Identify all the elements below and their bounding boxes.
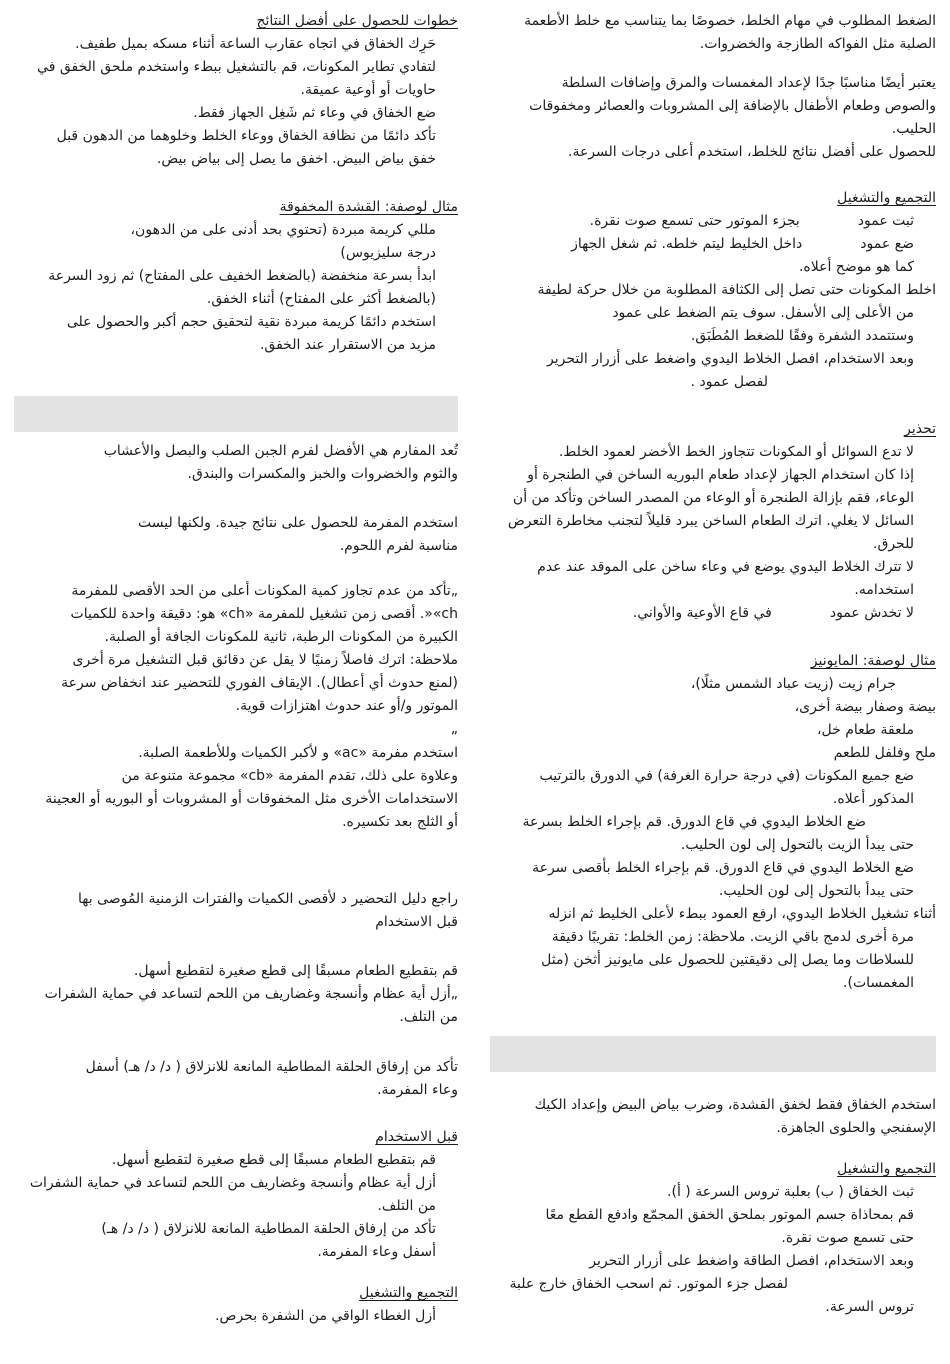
chopper-paragraph-6 <box>14 960 458 1029</box>
text-line: الوعاء، فقم بإزالة الطنجرة أو الوعاء من المصدر الساخن وتأكد من أن <box>512 490 914 506</box>
text-line: استخدم الخفاق فقط لخفق القشدة، وضرب بياض البيض وإعداد الكيك <box>534 1097 936 1113</box>
text-line: وبعد الاستخدام، افصل الخلاط اليدوي واضغط على أزرار التحرير <box>547 351 914 367</box>
text-line: أزل الغطاء الواقي من الشفرة بحرص. <box>215 1308 436 1324</box>
text-line: أو الثلج بعد تكسيره. <box>342 814 458 830</box>
text-line: وعلاوة على ذلك، تقدم المفرمة «cb» مجموعة متنوعة من <box>121 768 458 784</box>
text-line: راجع دليل التحضير د لأقصى الكميات والفترات الزمنية المُوصى بها <box>77 891 458 907</box>
chopper-paragraph-3 <box>14 580 458 741</box>
text-part: ثبت عمود <box>857 213 914 229</box>
text-part: في قاع الأوعية والأواني. <box>632 605 772 621</box>
text-line: للحصول على أفضل نتائج للخلط، استخدم أعلى درجات السرعة. <box>568 144 936 160</box>
text-line: السائل لا يغلي. اترك الطعام الساخن يبرد قليلاً لتجنب مخاطرة التعرض <box>507 513 914 529</box>
text-line: (بالضغط أكثر على المفتاح) أثناء الخفق. <box>206 291 436 307</box>
text-line: الإسفنجي والحلوى الجاهزة. <box>776 1120 936 1136</box>
text-line: جرام زيت (زيت عباد الشمس مثلًا)، <box>690 676 896 692</box>
text-line: قم بتقطيع الطعام مسبقًا إلى قطع صغيرة لتقطيع أسهل. <box>133 963 458 979</box>
text-part: داخل الخليط ليتم خلطه. ثم شغل الجهاز <box>571 236 803 252</box>
blender-usage <box>490 72 936 164</box>
blender-intro <box>490 10 936 56</box>
text-line: الاستخدامات الأخرى مثل المخفوقات أو المشروبات أو البوريه أو العجينة <box>45 791 458 807</box>
whipped-cream-recipe <box>14 196 458 357</box>
warning-section <box>490 418 936 625</box>
section-heading: مثال لوصفة: المايونيز <box>810 653 936 669</box>
text-line: „ <box>450 721 458 737</box>
text-line: استخدم المفرمة للحصول على نتائج جيدة. ولكنها ليست <box>137 515 458 531</box>
text-line: وعاء المفرمة. <box>377 1082 458 1098</box>
text-line: كما هو موضح أعلاه. <box>798 259 914 275</box>
text-line: حَرِك الخفاق في اتجاه عقارب الساعة أثناء مسكه بميل طفيف. <box>75 36 436 52</box>
whisk-intro <box>490 1094 936 1140</box>
text-line: حتى تسمع صوت نقرة. <box>781 1230 914 1246</box>
text-line: حاويات أو أوعية عميقة. <box>300 82 436 98</box>
text-line: تُعد المفارم هي الأفضل لفرم الجبن الصلب والبصل والأعشاب <box>103 443 458 459</box>
text-line: تأكد دائمًا من نظافة الخفاق ووعاء الخلط وخلوهما من الدهون قبل <box>56 128 436 144</box>
text-line: الضغط المطلوب في مهام الخلط، خصوصًا بما يتناسب مع خلط الأطعمة <box>524 13 936 29</box>
text-line: ملاحظة: اترك فاصلاً زمنيًا لا يقل عن دقائق قبل التشغيل مرة أخرى <box>72 652 458 668</box>
text-line: لفصل جزء الموتور. ثم اسحب الخفاق خارج علبة <box>509 1276 788 1292</box>
chopper-paragraph-5 <box>14 888 458 934</box>
text-line: اخلط المكونات حتى تصل إلى الكثافة المطلوبة من خلال حركة لطيفة <box>537 282 936 298</box>
section-heading: خطوات للحصول على أفضل النتائج <box>256 13 458 29</box>
chopper-paragraph-1 <box>14 440 458 486</box>
text-line: لفصل عمود . <box>690 374 768 390</box>
text-line: خفق بياض البيض. اخفق ما يصل إلى بياض بيض. <box>156 151 436 167</box>
text-line: ضع الخلاط اليدوي في قاع الدورق. قم بإجراء الخلط بأقصى سرعة <box>532 860 914 876</box>
text-line: لا تترك الخلاط اليدوي يوضع في وعاء ساخن على الموقد عند عدم <box>537 559 914 575</box>
text-line: تأكد من إرفاق الحلقة المطاطية المانعة للانزلاق ( د/ د/ هـ) أسفل <box>85 1059 458 1075</box>
before-use-section <box>14 1126 458 1264</box>
text-part: بجزء الموتور حتى تسمع صوت نقرة. <box>589 213 800 229</box>
text-line: الكبيرة من المكونات الرطبة، ثانية للمكونات الجافة أو الصلبة. <box>104 629 458 645</box>
text-line: أزل أية عظام وأنسجة وغضاريف من اللحم لتساعد في حماية الشفرات <box>29 1175 436 1191</box>
text-line: (لمنع حدوث أي أعطال). الإيقاف الفوري للتحضير عند انخفاض سرعة <box>61 675 458 691</box>
text-line: ضع الخفاق في وعاء ثم شَغِل الجهاز فقط. <box>193 105 436 121</box>
text-line: من التلف. <box>399 1009 458 1025</box>
text-line <box>490 233 936 256</box>
text-line: ابدأ بسرعة منخفضة (بالضغط الخفيف على المفتاح) ثم زود السرعة <box>48 268 436 284</box>
text-line: مزيد من الاستقرار عند الخفق. <box>259 337 436 353</box>
text-line: حتى يبدأ الزيت بالتحول إلى لون الحليب. <box>680 837 914 853</box>
assembly-section <box>490 187 936 394</box>
text-part: ضع عمود <box>860 236 914 252</box>
text-line: إذا كان استخدام الجهاز لإعداد طعام البوريه الساخن في الطنجرة أو <box>527 467 914 483</box>
text-line: ثبت الخفاق ( ب) بعلبة تروس السرعة ( أ). <box>667 1184 914 1200</box>
text-line: ملعقة طعام خل، <box>817 722 914 738</box>
text-line: وبعد الاستخدام، افصل الطاقة واضغط على أزرار التحرير <box>589 1253 914 1269</box>
text-line: مرة أخرى لدمج باقي الزيت. ملاحظة: زمن الخلط: تقريبًا دقيقة <box>551 929 914 945</box>
text-line: الصلبة مثل الفواكه الطازجة والخضروات. <box>699 36 936 52</box>
text-line: يعتبر أيضًا مناسبًا جدًا لإعداد المغمسات والمرق وإضافات السلطة <box>561 75 936 91</box>
section-header-bar <box>14 396 458 432</box>
text-line: „أزل أية عظام وأنسجة وغضاريف من اللحم لتساعد في حماية الشفرات <box>44 986 458 1002</box>
text-line <box>490 210 936 233</box>
text-line: أثناء تشغيل الخلاط اليدوي، ارفع العمود ببطء لأعلى الخليط ثم انزله <box>548 906 936 922</box>
text-line: قبل الاستخدام <box>375 914 458 930</box>
text-line: من الأعلى إلى الأسفل. سوف يتم الضغط على عمود <box>612 305 914 321</box>
text-line <box>490 602 936 625</box>
text-line: والصوص وطعام الأطفال بالإضافة إلى المشروبات والعصائر ومخفوقات <box>529 98 936 114</box>
text-line: حتى يبدأ بالتحول إلى لون الحليب. <box>718 883 914 899</box>
section-heading: التجميع والتشغيل <box>359 1285 458 1301</box>
section-heading: التجميع والتشغيل <box>837 190 936 206</box>
text-line: المذكور أعلاه. <box>832 791 914 807</box>
text-line: درجة سليزيوس) <box>340 245 436 261</box>
text-line: من التلف. <box>377 1198 436 1214</box>
text-line: استخدامه. <box>854 582 914 598</box>
text-line: تروس السرعة. <box>825 1299 914 1315</box>
text-line: استخدم مفرمة «ac» و لأكبر الكميات وللأطعمة الصلبة. <box>138 745 458 761</box>
text-line: „تأكد من عدم تجاوز كمية المكونات أعلى من الحد الأقصى للمفرمة <box>71 583 458 599</box>
section-heading: تحذير <box>904 421 936 437</box>
text-line: الموتور و/أو عند حدوث اهتزازات قوية. <box>235 698 458 714</box>
section-heading: التجميع والتشغيل <box>837 1161 936 1177</box>
mayonnaise-recipe <box>490 650 936 995</box>
text-line: تأكد من إرفاق الحلقة المطاطية المانعة للانزلاق ( د/ د/ هـ) <box>101 1221 436 1237</box>
section-heading: قبل الاستخدام <box>375 1129 458 1145</box>
text-line: ch»«. أقصى زمن تشغيل للمفرمة «ch» هو: دقيقة واحدة للكميات <box>70 606 458 622</box>
section-header-bar <box>490 1036 936 1072</box>
text-line: لتفادي تطاير المكونات، قم بالتشغيل ببطء واستخدم ملحق الخفق في <box>37 59 436 75</box>
text-line: المغمسات). <box>843 975 914 991</box>
text-line: قم بمحاذاة جسم الموتور بملحق الخفق المجمّع وادفع القطع معًا <box>545 1207 914 1223</box>
chopper-assembly-section <box>14 1282 458 1328</box>
whisk-assembly-section <box>490 1158 936 1319</box>
text-line: ضع جميع المكونات (في درجة حرارة الغرفة) في الدورق بالترتيب <box>539 768 914 784</box>
chopper-paragraph-4 <box>14 742 458 834</box>
text-line: ملح وفلفل للطعم <box>833 745 936 761</box>
chopper-paragraph-7 <box>14 1056 458 1102</box>
text-line: أسفل وعاء المفرمة. <box>317 1244 436 1260</box>
text-part: لا تخدش عمود <box>829 605 914 621</box>
text-line: والثوم والخضروات والخبز والمكسرات والبندق. <box>187 466 458 482</box>
text-line: للسلاطات وما يصل إلى دقيقتين للحصول على مايونيز أثخن (مثل <box>541 952 914 968</box>
text-line: وستتمدد الشفرة وفقًا للضغط المُطَبَق. <box>690 328 914 344</box>
text-line: مللي كريمة مبردة (تحتوي بحد أدنى على من الدهون، <box>130 222 436 238</box>
section-heading: مثال لوصفة: القشدة المخفوقة <box>279 199 458 215</box>
text-line: مناسبة لفرم اللحوم. <box>339 538 458 554</box>
text-line: الحليب. <box>891 121 936 137</box>
text-line: ضع الخلاط اليدوي في قاع الدورق. قم بإجراء الخلط بسرعة <box>522 814 866 830</box>
text-line: قم بتقطيع الطعام مسبقًا إلى قطع صغيرة لتقطيع أسهل. <box>111 1152 436 1168</box>
text-line: للحرق. <box>873 536 914 552</box>
text-line: لا تدع السوائل أو المكونات تتجاوز الخط الأخضر لعمود الخلط. <box>558 444 914 460</box>
chopper-paragraph-2 <box>14 512 458 558</box>
best-results-section <box>14 10 458 171</box>
text-line: استخدم دائمًا كريمة مبردة نقية لتحقيق حجم أكبر والحصول على <box>66 314 436 330</box>
text-line: بيضة وصفار بيضة أخرى، <box>794 699 936 715</box>
